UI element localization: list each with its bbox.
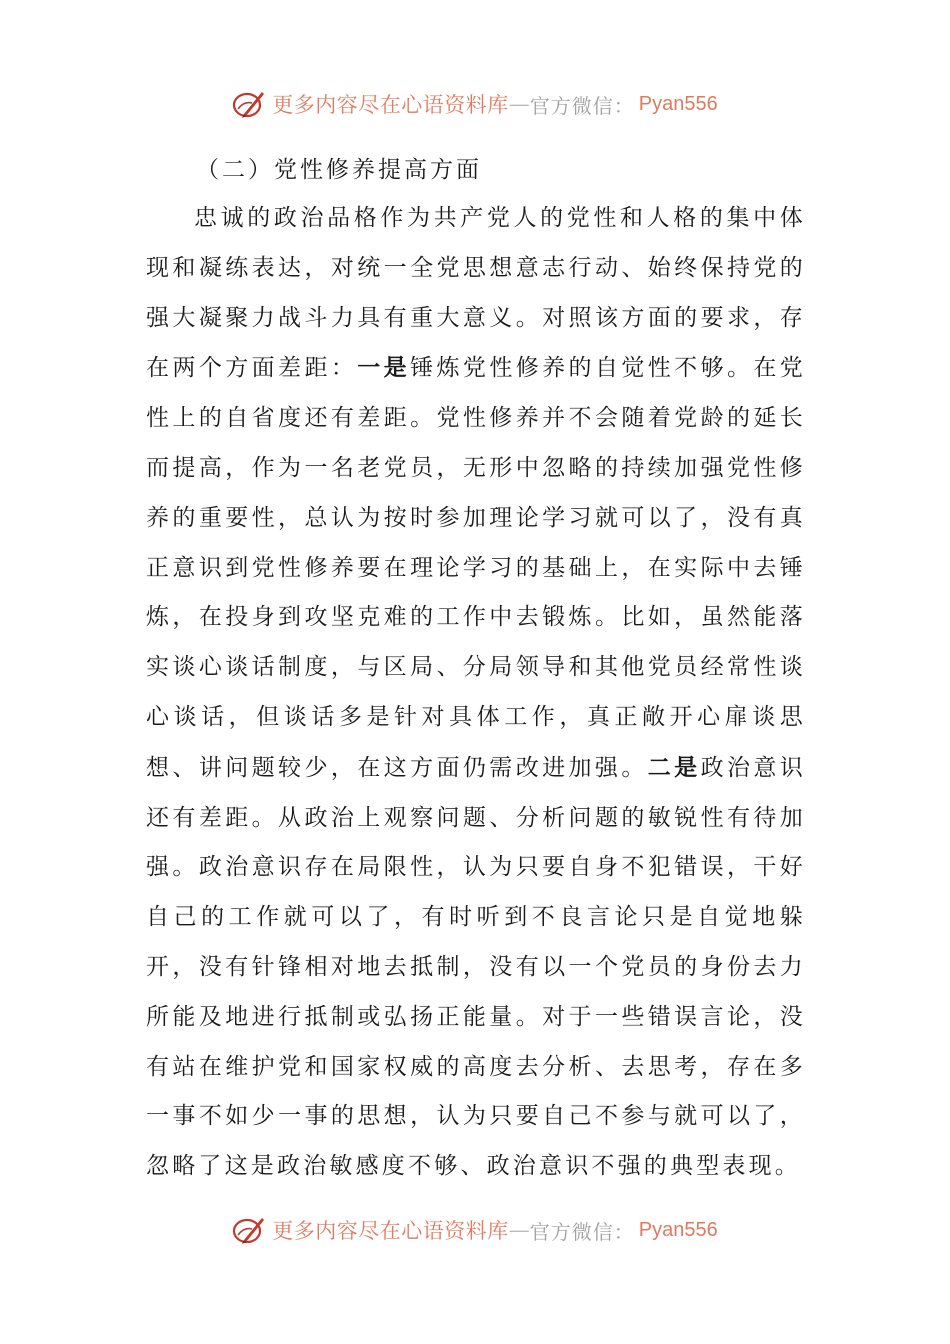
paragraph-text-part-1: 忠诚的政治品格作为共产党人的党性和人格的集中体现和凝练表达，对统一全党思想意志行动、始终保持党的强大凝聚力战斗力具有重大意义。对照该方面的要求，存在两个方面差距：: [146, 205, 806, 382]
paragraph-text-part-3: 政治意识还有差距。从政治上观察问题、分析问题的敏锐性有待加强。政治意识存在局限性，认为只要自身不犯错误，干好自己的工作就可以了，有时听到不良言论只是自觉地躲开，没有针锋相对地去抵制，没有以一个党员的身份去力所能及地进行抵制或弘扬正能量。对于一些错误言论，没有站在维护党和国家权威的高度去分析、去思考，存在多一事不如少一事的思想，认为只要自己不参与就可以了，忽略了这是政治敏感度不够、政治意识不强的典型表现。: [146, 754, 806, 1180]
bold-marker-first: 一是: [357, 354, 411, 382]
watermark-brand-text: 更多内容尽在心语资料库: [272, 93, 509, 117]
pen-on-paper-logo-icon: [232, 87, 266, 121]
watermark-dash: —: [508, 1218, 530, 1242]
watermark-label: 官方微信：: [529, 93, 635, 118]
watermark-wechat-id: Pyan556: [638, 92, 718, 115]
pen-on-paper-logo-icon: [232, 1213, 266, 1247]
watermark-brand-text: 更多内容尽在心语资料库: [272, 1219, 509, 1243]
paragraph-text-part-2: 锤炼党性修养的自觉性不够。在党性上的自省度还有差距。党性修养并不会随着党龄的延长而提高，作为一名老党员，无形中忽略的持续加强党性修养的重要性，总认为按时参加理论学习就可以了，没有真正意识到党性修养要在理论学习的基础上，在实际中去锤炼，在投身到攻坚克难的工作中去锻炼。比如，虽然能落实谈心谈话制度，与区局、分局领导和其他党员经常性谈心谈话，但谈话多是针对具体工作，真正敞开心扉谈思想、讲问题较少，在这方面仍需改进加强。: [146, 355, 807, 781]
header-watermark: [0, 84, 950, 124]
watermark-label: 官方微信：: [529, 1219, 635, 1244]
bold-marker-second: 二是: [647, 753, 701, 781]
body-paragraph: [146, 194, 806, 1192]
section-heading: （二）党性修养提高方面: [196, 157, 482, 183]
watermark-wechat-id: Pyan556: [638, 1218, 718, 1241]
footer-watermark: [0, 1210, 950, 1250]
watermark-dash: —: [508, 92, 530, 116]
